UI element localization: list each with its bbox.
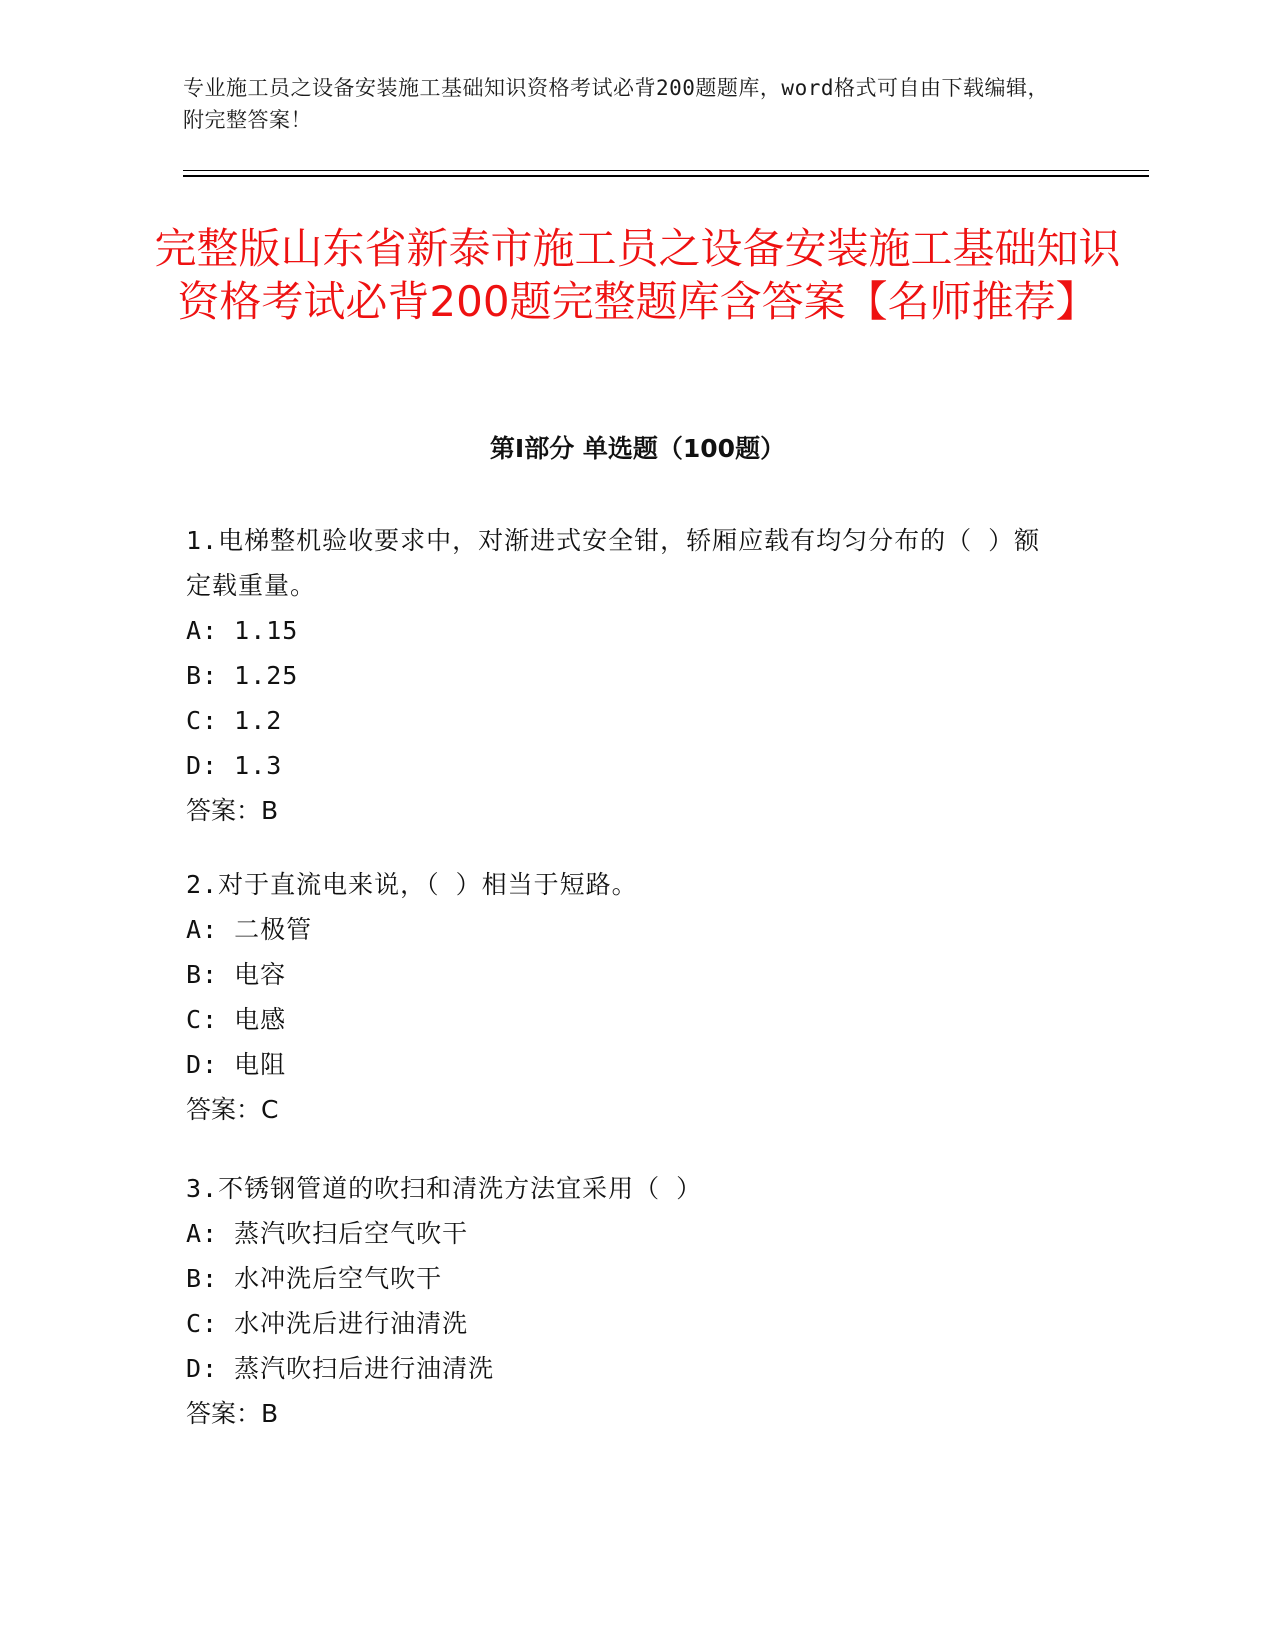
option-c: C: 1.2 (186, 706, 283, 735)
question-2 (186, 862, 1066, 1132)
section-heading: 第I部分 单选题（100题） (489, 434, 786, 463)
header-rule-thin (183, 170, 1149, 171)
answer: 答案：B (186, 796, 279, 825)
option-c: C: 电感 (186, 1005, 287, 1034)
option-d: D: 电阻 (186, 1050, 287, 1079)
option-a: A: 1.15 (186, 616, 299, 645)
question-3 (186, 1166, 1066, 1436)
option-d: D: 1.3 (186, 751, 283, 780)
question-stem: 2.对于直流电来说，（ ）相当于短路。 (186, 870, 638, 899)
question-1 (186, 518, 1066, 833)
option-a: A: 蒸汽吹扫后空气吹干 (186, 1219, 469, 1248)
option-b: B: 1.25 (186, 661, 299, 690)
answer: 答案：C (186, 1095, 279, 1124)
answer: 答案：B (186, 1399, 279, 1428)
option-b: B: 水冲洗后空气吹干 (186, 1264, 443, 1293)
document-title: 完整版山东省新泰市施工员之设备安装施工基础知识资格考试必背200题完整题库含答案【名师推荐】 (154, 224, 1121, 326)
question-stem: 1.电梯整机验收要求中，对渐进式安全钳，轿厢应载有均匀分布的（ ）额定载重量。 (186, 526, 1041, 600)
header-rule-thick (183, 175, 1149, 177)
option-d: D: 蒸汽吹扫后进行油清洗 (186, 1354, 495, 1383)
option-b: B: 电容 (186, 960, 287, 989)
question-stem: 3.不锈钢管道的吹扫和清洗方法宜采用（ ） (186, 1174, 703, 1203)
option-c: C: 水冲洗后进行油清洗 (186, 1309, 469, 1338)
option-a: A: 二极管 (186, 915, 313, 944)
header-note: 专业施工员之设备安装施工基础知识资格考试必背200题题库，word格式可自由下载编辑，附完整答案！ (183, 76, 1049, 132)
